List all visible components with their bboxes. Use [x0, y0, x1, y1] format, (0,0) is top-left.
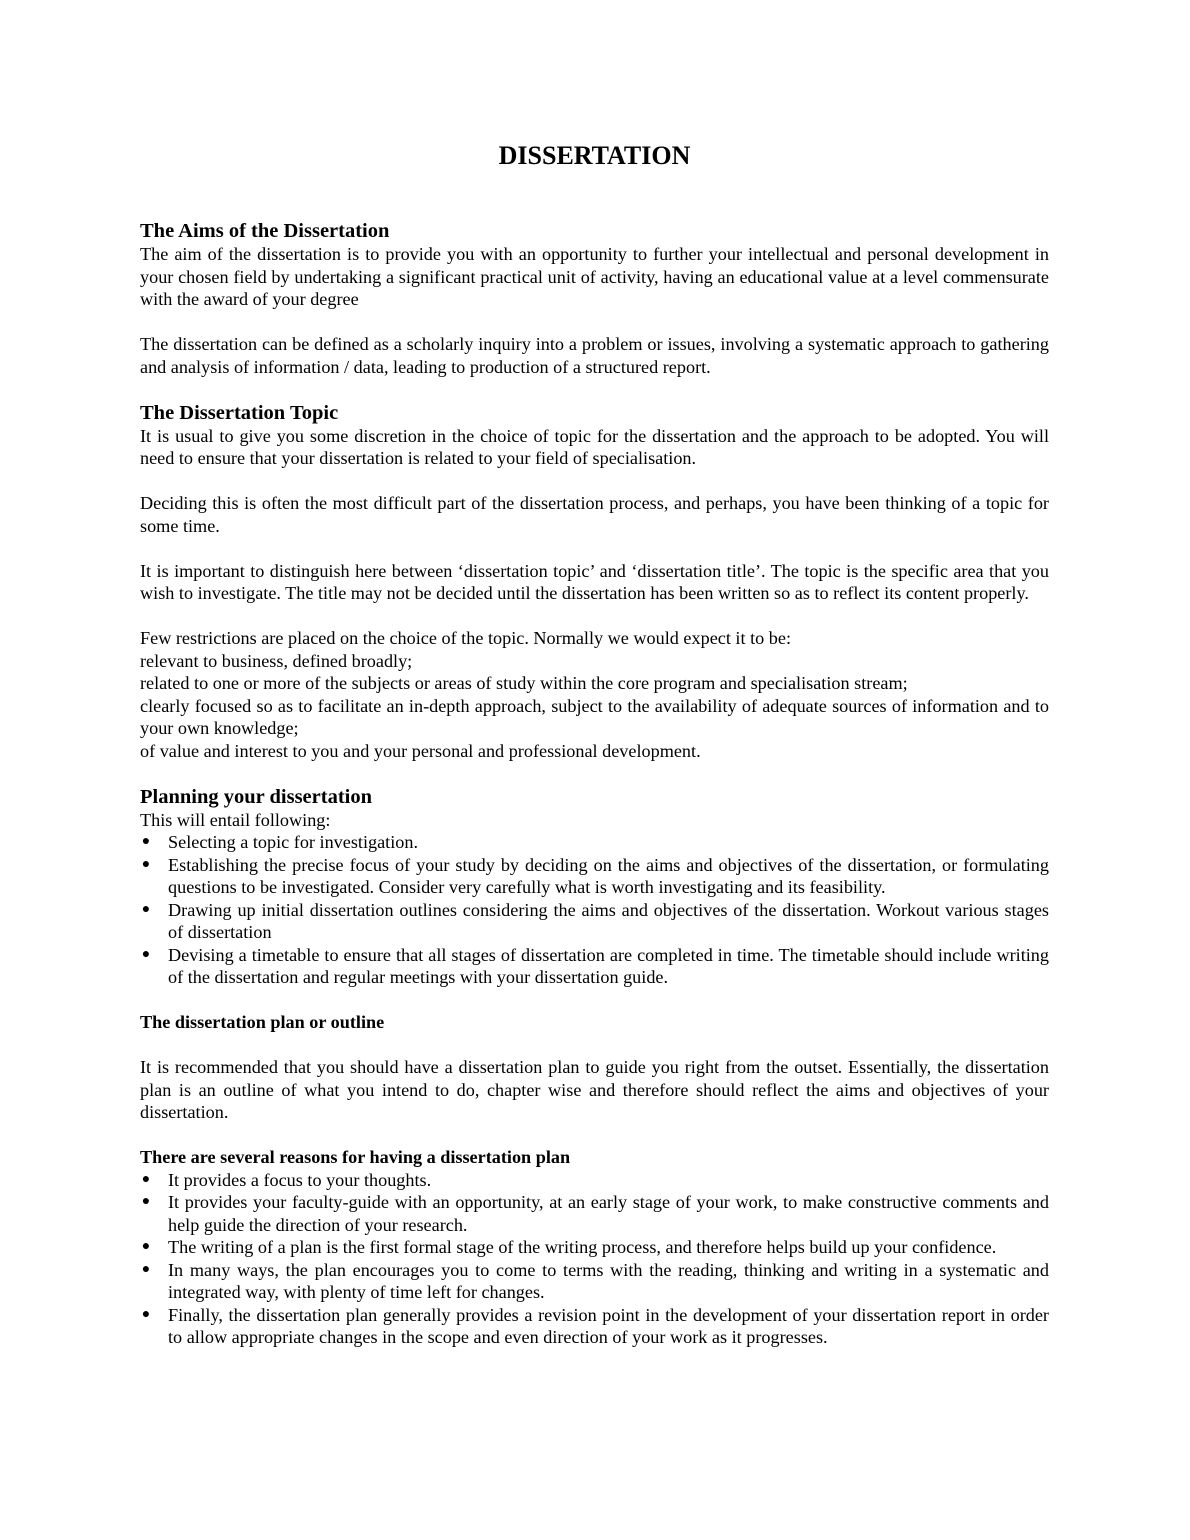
planning-list [140, 831, 1049, 989]
topic-heading: The Dissertation Topic [140, 401, 339, 424]
bullet-icon: ● [141, 1261, 151, 1277]
bullet-icon: ● [141, 1194, 151, 1209]
bullet-icon: ● [141, 1306, 151, 1322]
document-title: DISSERTATION [498, 141, 691, 170]
bullet-icon: ● [141, 946, 151, 962]
restriction-item: relevant to business, defined broadly; [140, 650, 413, 671]
topic-paragraph-3: It is important to distinguish here between ‘dissertation topic’ and ‘dissertation title’. The topic is the specific area that you wish to investigate. The title may not be decided until the dissertation has been written so as to reflect its content properly. [140, 560, 1049, 603]
reasons-section [140, 1146, 1049, 1349]
bullet-icon: ● [141, 901, 151, 917]
aims-section [140, 219, 1049, 378]
topic-section [140, 401, 1049, 763]
bullet-icon: ● [141, 834, 151, 849]
list-item: ● Selecting a topic for investigation. [141, 832, 419, 852]
bullet-icon: ● [141, 1171, 151, 1187]
document-body [140, 219, 1049, 1349]
plan-outline-heading: The dissertation plan or outline [140, 1012, 385, 1032]
planning-heading: Planning your dissertation [140, 785, 372, 808]
list-item: ● It provides a focus to your thoughts. [141, 1169, 432, 1190]
restriction-item: of value and interest to you and your personal and professional development. [140, 740, 701, 761]
list-item: ● Devising a timetable to ensure that all stages of dissertation are completed in time. The timetable should include writing of the dissertation and regular meetings with your dissertation guide. [141, 944, 1049, 987]
list-item: ● It provides your faculty-guide with an opportunity, at an early stage of your work, to make constructive comments and help guide the direction of your research. [141, 1192, 1049, 1235]
reasons-list [140, 1169, 1049, 1349]
list-item: ● The writing of a plan is the first formal stage of the writing process, and therefore helps build up your confidence. [141, 1237, 997, 1257]
restriction-item: clearly focused so as to facilitate an in-depth approach, subject to the availability of adequate sources of information and to your own knowledge; [140, 695, 1049, 738]
restrictions-intro: Few restrictions are placed on the choice of the topic. Normally we would expect it to be: [140, 628, 792, 648]
restriction-item: related to one or more of the subjects or areas of study within the core program and specialisation stream; [140, 673, 908, 693]
list-item: ● In many ways, the plan encourages you to come to terms with the reading, thinking and writing in a systematic and integrated way, with plenty of time left for changes. [141, 1259, 1049, 1302]
aims-paragraph-2: The dissertation can be defined as a scholarly inquiry into a problem or issues, involving a systematic approach to gathering and analysis of information / data, leading to production of a structured report. [140, 334, 1049, 377]
aims-heading: The Aims of the Dissertation [140, 220, 390, 242]
topic-paragraph-2: Deciding this is often the most difficult part of the dissertation process, and perhaps, you have been thinking of a topic for some time. [140, 493, 1049, 536]
list-item: ● Drawing up initial dissertation outlines considering the aims and objectives of the dissertation. Workout various stages of dissertation [141, 899, 1049, 942]
topic-paragraph-1: It is usual to give you some discretion in the choice of topic for the dissertation and the approach to be adopted. You will need to ensure that your dissertation is related to your field of specialisation. [140, 425, 1049, 468]
plan-outline-paragraph: It is recommended that you should have a dissertation plan to guide you right from the outset. Essentially, the dissertation plan is an outline of what you intend to do, chapter wise and therefore should reflect the aims and objectives of your dissertation. [140, 1057, 1049, 1122]
list-item: ● Establishing the precise focus of your study by deciding on the aims and objectives of the dissertation, or formulating questions to be investigated. Consider very carefully what is worth investigating and its feasibility. [141, 854, 1049, 897]
reasons-heading: There are several reasons for having a dissertation plan [140, 1147, 571, 1167]
bullet-icon: ● [141, 1239, 151, 1254]
aims-paragraph-1: The aim of the dissertation is to provide you with an opportunity to further your intellectual and personal development in your chosen field by undertaking a significant practical unit of activity, having an educational value at a level commensurate with the award of your degree [140, 244, 1049, 309]
planning-section [140, 785, 1049, 989]
bullet-icon: ● [141, 856, 151, 872]
list-item: ● Finally, the dissertation plan generally provides a revision point in the development of your dissertation report in order to allow appropriate changes in the scope and even direction of your work as it progresses. [141, 1304, 1049, 1347]
plan-outline-section [140, 1011, 1049, 1124]
planning-intro: This will entail following: [140, 809, 331, 830]
